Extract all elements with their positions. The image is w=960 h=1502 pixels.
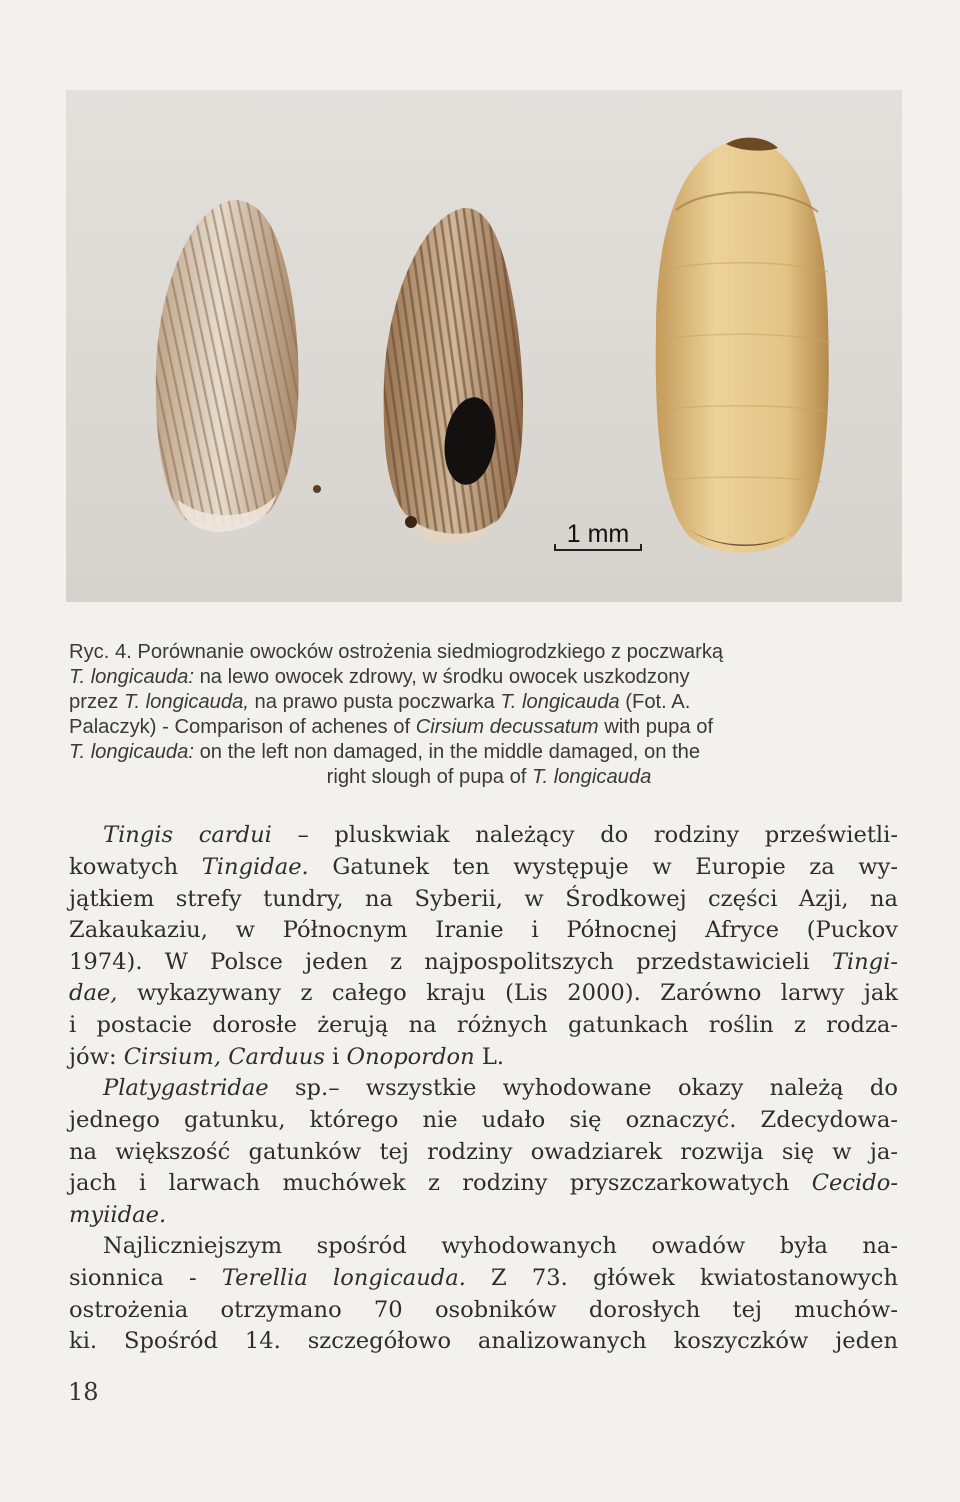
achene-healthy (156, 200, 299, 532)
page-number: 18 (68, 1378, 99, 1406)
text-line: jątkiem strefy tundry, na Syberii, w Środkowej części Azji, na (69, 885, 898, 912)
text-line: Platygastridae sp.– wszystkie wyhodowane okazy należą do (103, 1075, 898, 1101)
figure-illustration (66, 90, 902, 602)
text-line: 1974). W Polsce jeden z najpospolitszych przedstawicieli Tingi- (69, 948, 898, 975)
paragraph-tingis-cont (69, 852, 898, 1073)
text-line: ki. Spośród 14. szczegółowo analizowanych koszyczków jeden (69, 1328, 898, 1355)
caption-line: T. longicauda: on the left non damaged, in the middle damaged, on the (69, 741, 701, 763)
text-line: Najliczniejszym spośród wyhodowanych owadów była na- (103, 1233, 898, 1259)
caption-line: right slough of pupa of T. longicauda (326, 766, 652, 788)
paragraph-terellia (103, 1231, 898, 1263)
figure-photo (66, 90, 902, 602)
scale-label: 1 mm (566, 520, 630, 548)
paragraph-platygastridae (103, 1073, 898, 1105)
text-line: jach i larwach muchówek z rodziny pryszczarkowatych Cecido- (69, 1170, 898, 1197)
pupa-slough (656, 138, 830, 553)
paragraph-terellia-cont (69, 1263, 898, 1358)
text-line: jednego gatunku, którego nie udało się oznaczyć. Zdecydowa- (69, 1107, 898, 1133)
text-line: myiidae. (69, 1201, 167, 1228)
achene-damaged (384, 208, 523, 544)
paragraph-tingis (103, 820, 898, 852)
caption-line: Ryc. 4. Porównanie owocków ostrożenia siedmiogrodzkiego z poczwarką (69, 641, 724, 663)
paragraph-platygastridae-cont (69, 1105, 898, 1231)
text-line: kowatych Tingidae. Gatunek ten występuje w Europie za wy- (69, 854, 898, 880)
text-line: jów: Cirsium, Carduus i Onopordon L. (69, 1043, 505, 1070)
text-line: ostrożenia otrzymano 70 osobników dorosłych tej muchów- (69, 1296, 898, 1323)
text-line: sionnica - Terellia longicauda. Z 73. główek kwiatostanowych (69, 1265, 898, 1291)
text-line: Tingis cardui – pluskwiak należący do rodziny prześwietli- (103, 822, 898, 848)
text-line: i postacie dorosłe żerują na różnych gatunkach roślin z rodza- (69, 1011, 898, 1038)
caption-line: Palaczyk) - Comparison of achenes of Cirsium decussatum with pupa of (69, 716, 714, 738)
scale-bar (554, 549, 642, 551)
figure-caption (69, 640, 909, 790)
small-particle (313, 485, 321, 493)
caption-line: T. longicauda: na lewo owocek zdrowy, w środku owocek uszkodzony (69, 666, 690, 688)
text-line: na większość gatunków tej rodziny owadziarek rozwija się w ja- (69, 1138, 898, 1165)
text-line: Zakaukaziu, w Północnym Iranie i Północnej Afryce (Puckov (69, 917, 898, 944)
text-line: dae, wykazywany z całego kraju (Lis 2000). Zarówno larwy jak (69, 980, 898, 1007)
caption-line: przez T. longicauda, na prawo pusta poczwarka T. longicauda (Fot. A. (69, 691, 691, 713)
